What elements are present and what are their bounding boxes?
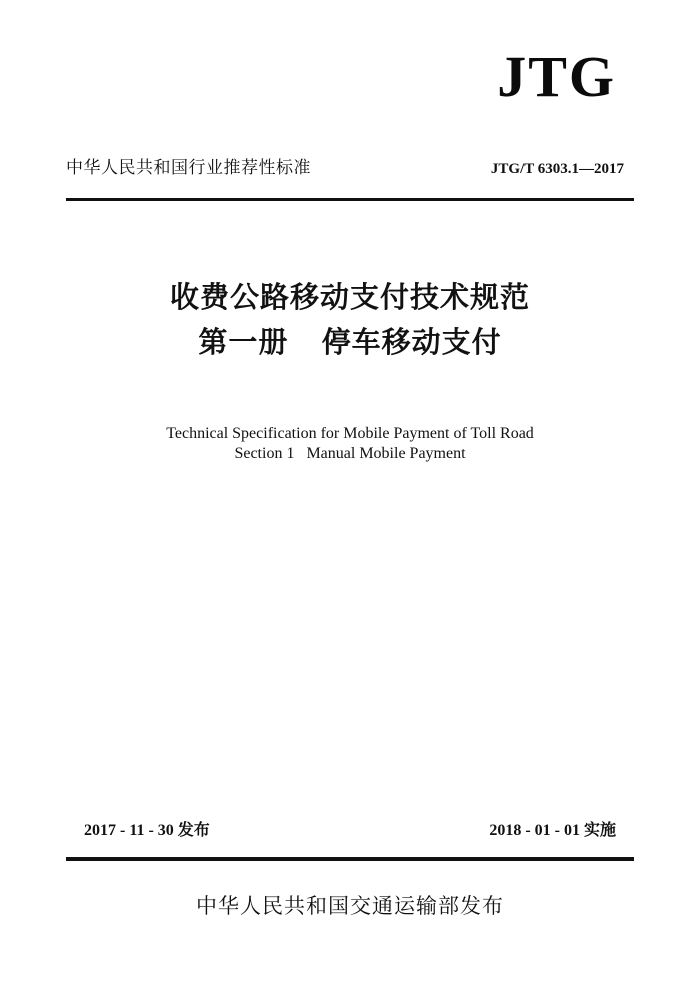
title-english-line-2: Section 1 Manual Mobile Payment xyxy=(234,445,466,462)
title-chinese-line-1: 收费公路移动支付技术规范 xyxy=(169,280,530,314)
title-english-line-1: Technical Specification for Mobile Payment of Toll Road xyxy=(166,425,534,442)
title-chinese-line-2: 第一册 停车移动支付 xyxy=(198,325,502,359)
standard-number: JTG/T 6303.1—2017 xyxy=(490,161,624,177)
top-divider xyxy=(66,198,634,201)
issue-date: 2017 - 11 - 30 发布 xyxy=(84,822,210,839)
publisher: 中华人民共和国交通运输部发布 xyxy=(196,894,504,918)
jtg-logo: JTG xyxy=(497,44,616,109)
effective-date: 2018 - 01 - 01 实施 xyxy=(489,822,616,839)
standard-category: 中华人民共和国行业推荐性标准 xyxy=(66,158,311,178)
bottom-divider xyxy=(66,857,634,861)
